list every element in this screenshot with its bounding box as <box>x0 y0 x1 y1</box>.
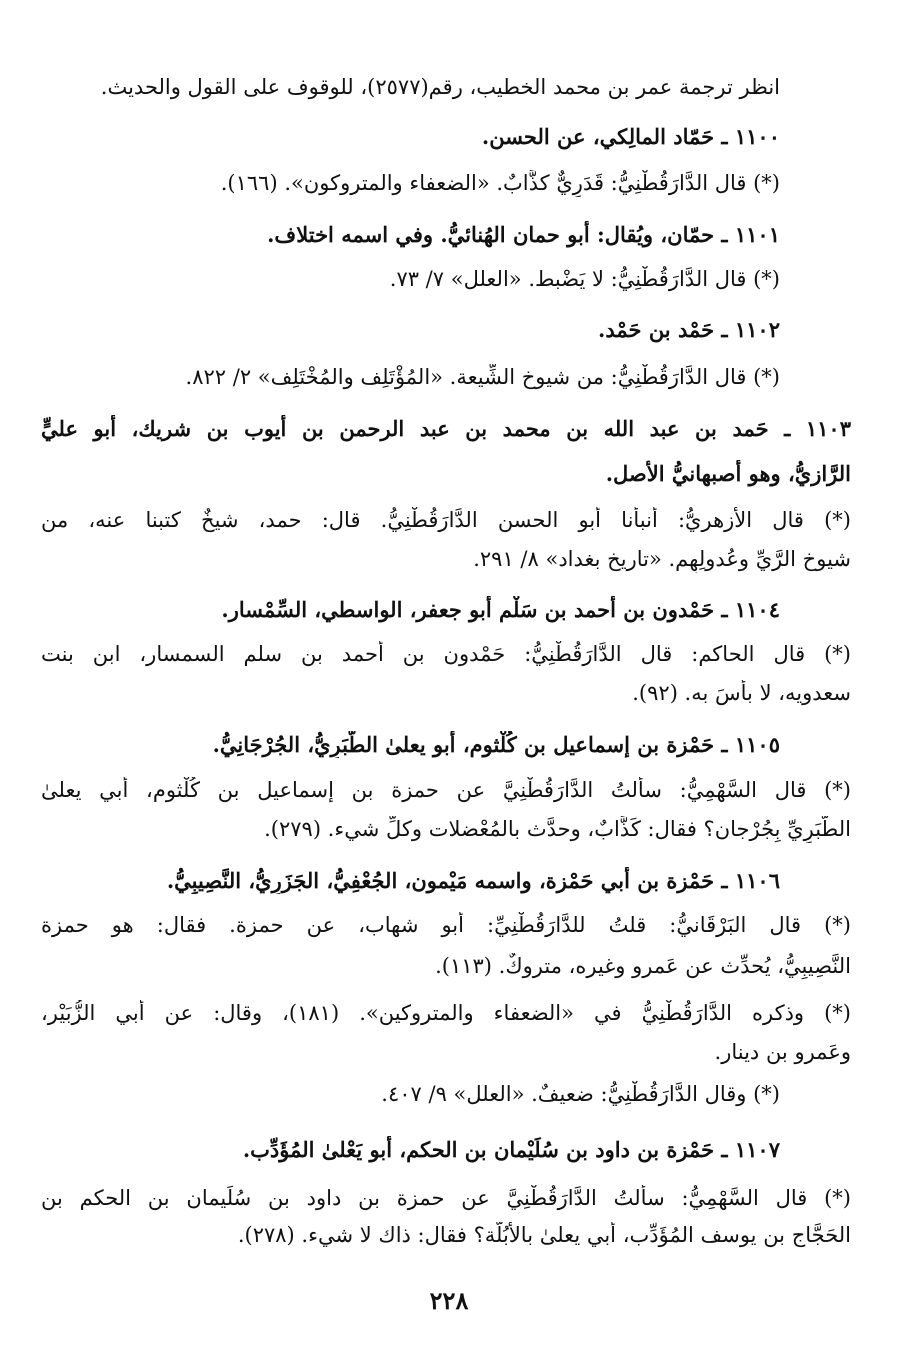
entry-heading: ١١٠١ ـ حمّان، ويُقال: أبو حمان الهُنائيُّ. وفي اسمه اختلاف. <box>267 222 780 247</box>
entry-heading: ١١٠٠ ـ حَمّاد المالِكي، عن الحسن. <box>481 124 780 149</box>
text-line: (*) قال البَرْقَانيُّ: قلتُ للدَّارَقُطْنِيِّ: أبو شهاب، عن حمزة. فقال: هو حمزة <box>41 913 851 937</box>
text-line: الطَّبَرِيِّ بِجُرْجان؟ فقال: كَذَّابٌ، وحدَّث بالمُعْضلات وكلِّ شيء. (٢٧٩). <box>264 817 851 841</box>
text-line: (*) قال الدَّارَقُطْنِيُّ: لا يَضْبط. «العلل» ٧/ ٧٣. <box>389 267 780 291</box>
entry-heading: ١١٠٤ ـ حَمْدون بن أحمد بن سَلْم أبو جعفر، الواسطي، السِّمْسار. <box>221 597 780 622</box>
text-line: (*) قال الدَّارَقُطْنِيُّ: قَدَرِيٌّ كذَّابٌ. «الضعفاء والمتروكون». (١٦٦). <box>220 171 780 195</box>
entry-heading: ١١٠٥ ـ حَمْزة بن إسماعيل بن كُلْثوم، أبو يعلىٰ الطَّبَرِيُّ، الجُرْجَانِيُّ. <box>212 732 780 757</box>
text-line: وعَمرو بن دينار. <box>714 1040 851 1064</box>
text-line: (*) قال الحاكم: قال الدَّارَقُطْنِيُّ: حَمْدون بن أحمد بن سلم السمسار، ابن بنت <box>41 642 851 666</box>
entry-heading: ١١٠٦ ـ حَمْزة بن أبي حَمْزة، واسمه مَيْمون، الجُعْفِيُّ، الجَزَرِيُّ، النَّصِيبِيُّ. <box>166 868 780 893</box>
entry-heading: ١١٠٣ ـ حَمد بن عبد الله بن محمد بن عبد الرحمن بن أيوب بن شريك، أبو عليٍّ <box>41 416 851 441</box>
text-line: الحَجَّاج بن يوسف المُؤَدِّب، أبي يعلىٰ بالأُبُلَّة؟ فقال: ذاك لا شيء. (٢٧٨). <box>237 1223 851 1247</box>
text-line: انظر ترجمة عمر بن محمد الخطيب، رقم(٢٥٧٧)، للوقوف على القول والحديث. <box>100 75 780 99</box>
text-line: شيوخ الرَّيِّ وعُدولِهِم. «تاريخ بغداد» ٨/ ٢٩١. <box>473 547 851 571</box>
text-line: (*) قال الأزهريُّ: أنبأنا أبو الحسن الدَّارَقُطْنِيُّ. قال: حمد، شيخٌ كتبنا عنه، من <box>41 508 851 532</box>
text-line: (*) قال السَّهْمِيُّ: سألتُ الدَّارَقُطْنِيَّ عن حمزة بن إسماعيل بن كُلْثوم، أبي يعلىٰ <box>41 778 851 802</box>
entry-heading: ١١٠٧ ـ حَمْزة بن داود بن سُلَيْمان بن الحكم، أبو يَعْلىٰ المُؤَدِّب. <box>242 1137 780 1162</box>
text-line: (*) قال السَّهْمِيُّ: سألتُ الدَّارَقُطْنِيَّ عن حمزة بن داود بن سُلَيمان بن الحكم بن <box>41 1186 851 1210</box>
text-line: سعدويه، لا بأسَ به. (٩٢). <box>632 681 851 705</box>
page-number: ٢٢٨ <box>429 1286 469 1315</box>
entry-heading: ١١٠٢ ـ حَمْد بن حَمْد. <box>598 317 780 342</box>
text-line: النَّصِيبِيُّ، يُحدِّث عن عَمرو وغيره، متروكٌ. (١١٣). <box>435 954 851 978</box>
text-line: (*) قال الدَّارَقُطْنِيُّ: من شيوخ الشِّيعة. «المُؤْتَلِف والمُخْتَلِف» ٢/ ٨٢٢. <box>185 365 780 389</box>
entry-heading-continued: الرَّازيُّ، وهو أصبهانيُّ الأصل. <box>605 461 851 486</box>
text-line: (*) وقال الدَّارَقُطْنِيُّ: ضعيفٌ. «العلل» ٩/ ٤٠٧. <box>381 1082 780 1106</box>
text-line: (*) وذكره الدَّارَقُطْنِيُّ في «الضعفاء والمتروكين». (١٨١)، وقال: عن أبي الزُّبَيْر، <box>41 1001 851 1025</box>
